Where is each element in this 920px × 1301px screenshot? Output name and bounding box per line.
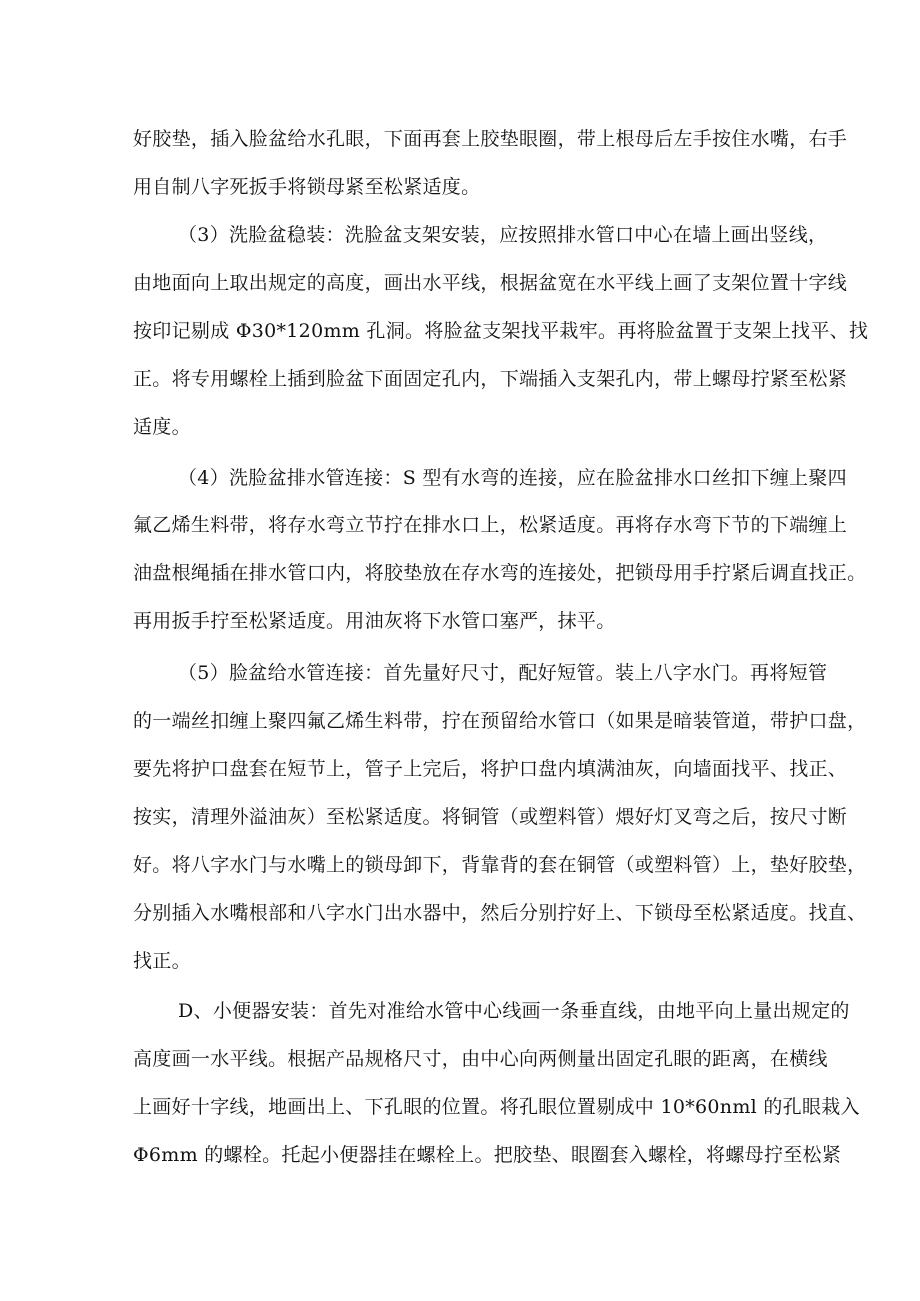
text-line: 要先将护口盘套在短节上，管子上完后，将护口盘内填满油灰，向墙面找平、找正、 <box>133 758 848 780</box>
text-line: 再用扳手拧至松紧适度。用油灰将下水管口塞严，抹平。 <box>133 610 616 632</box>
text-line: Φ6mm 的螺栓。托起小便器挂在螺栓上。把胶垫、眼圈套入螺栓，将螺母拧至松紧 <box>133 1144 842 1166</box>
text-line: D、小便器安装：首先对准给水管中心线画一条垂直线，由地平向上量出规定的 <box>178 1000 850 1022</box>
text-line: 好。将八字水门与水嘴上的锁母卸下，背靠背的套在铜管（或塑料管）上，垫好胶垫， <box>133 854 867 876</box>
text-line: 上画好十字线，地画出上、下孔眼的位置。将孔眼位置剔成中 10*60nml 的孔眼栽入 <box>133 1096 860 1118</box>
text-line: 高度画一水平线。根据产品规格尺寸，由中心向两侧量出固定孔眼的距离，在横线 <box>133 1048 828 1070</box>
text-line: （5）脸盆给水管连接：首先量好尺寸，配好短管。装上八字水门。再将短管 <box>178 662 828 684</box>
text-line: 按印记剔成 Φ30*120mm 孔洞。将脸盆支架找平栽牢。再将脸盆置于支架上找平、找 <box>133 320 869 342</box>
text-line: （4）洗脸盆排水管连接：S 型有水弯的连接，应在脸盆排水口丝扣下缠上聚四 <box>178 467 847 489</box>
text-line: 正。将专用螺栓上插到脸盆下面固定孔内，下端插入支架孔内，带上螺母拧紧至松紧 <box>133 368 848 390</box>
text-line: 油盘根绳插在排水管口内，将胶垫放在存水弯的连接处，把锁母用手拧紧后调直找正。 <box>133 562 867 584</box>
text-line: 适度。 <box>133 416 191 438</box>
text-line: 找正。 <box>133 950 191 972</box>
text-line: 分别插入水嘴根部和八字水门出水器中，然后分别拧好上、下锁母至松紧适度。找直、 <box>133 902 867 924</box>
text-line: 由地面向上取出规定的高度，画出水平线，根据盆宽在水平线上画了支架位置十字线 <box>133 272 848 294</box>
text-line: 按实，清理外溢油灰）至松紧适度。将铜管（或塑料管）煨好灯叉弯之后，按尺寸断 <box>133 806 848 828</box>
text-line: 氟乙烯生料带，将存水弯立节拧在排水口上，松紧适度。再将存水弯下节的下端缠上 <box>133 514 848 536</box>
text-line: 好胶垫，插入脸盆给水孔眼，下面再套上胶垫眼圈，带上根母后左手按住水嘴，右手 <box>133 128 848 150</box>
text-line: 用自制八字死扳手将锁母紧至松紧适度。 <box>133 176 481 198</box>
text-line: 的一端丝扣缠上聚四氟乙烯生料带，拧在预留给水管口（如果是暗装管道，带护口盘， <box>133 710 867 732</box>
text-line: （3）洗脸盆稳装：洗脸盆支架安装，应按照排水管口中心在墙上画出竖线， <box>178 224 828 246</box>
